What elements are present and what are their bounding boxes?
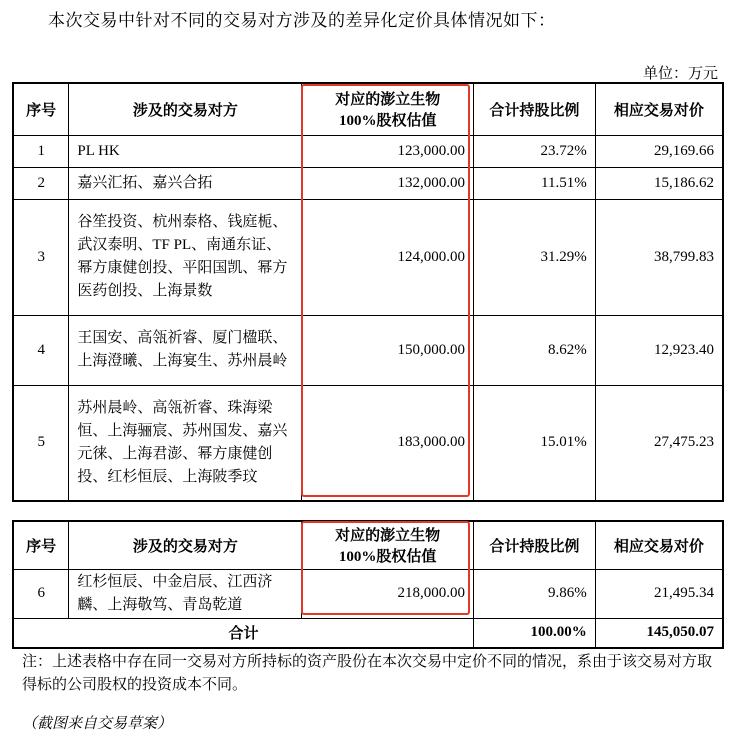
header-valuation-line2: 100%股权估值 — [338, 113, 437, 130]
header-no: 序号 — [13, 521, 69, 569]
header-valuation-line2: 100%股权估值 — [338, 549, 437, 566]
row-ratio: 11.51% — [474, 167, 596, 199]
row-ratio: 31.29% — [474, 199, 596, 315]
row-party: 红杉恒辰、中金启辰、江西济麟、上海敬笃、青岛乾道 — [69, 569, 302, 618]
row-no: 6 — [13, 569, 69, 618]
row-valuation: 183,000.00 — [302, 385, 474, 501]
total-row — [13, 618, 723, 648]
source-caption: （截图来自交易草案） — [22, 716, 173, 732]
row-price: 21,495.34 — [595, 569, 723, 618]
row-price: 27,475.23 — [595, 385, 723, 501]
total-ratio: 100.00% — [473, 618, 595, 648]
header-valuation-line1: 对应的澎立生物 — [335, 528, 441, 545]
row-ratio: 9.86% — [473, 569, 595, 618]
header-valuation-line1: 对应的澎立生物 — [335, 92, 441, 109]
row-price: 12,923.40 — [595, 315, 723, 385]
row-valuation: 218,000.00 — [302, 569, 474, 618]
row-party: 谷笙投资、杭州泰格、钱庭栀、武汉泰明、TF PL、南通东证、幂方康健创投、平阳国凯、幂方医药创投、上海景数 — [69, 199, 302, 315]
footnote: 注：上述表格中存在同一交易对方所持标的资产股份在本次交易中定价不同的情况，系由于该交易对方取得标的公司股权的投资成本不同。 — [22, 654, 713, 693]
header-ratio: 合计持股比例 — [474, 83, 596, 135]
row-valuation: 123,000.00 — [302, 135, 474, 167]
unit-label: 单位：万元 — [642, 66, 718, 82]
valuation-highlight-box-1 — [301, 84, 470, 497]
row-valuation: 124,000.00 — [302, 199, 474, 315]
row-party: 王国安、高瓴祈睿、厦门楹联、上海澄曦、上海宴生、苏州晨岭 — [69, 315, 302, 385]
row-price: 38,799.83 — [595, 199, 723, 315]
row-ratio: 23.72% — [474, 135, 596, 167]
row-no: 3 — [13, 199, 69, 315]
row-price: 15,186.62 — [595, 167, 723, 199]
row-party: 嘉兴汇拓、嘉兴合拓 — [69, 167, 302, 199]
intro-text: 本次交易中针对不同的交易对方涉及的差异化定价具体情况如下： — [48, 11, 556, 30]
row-no: 5 — [13, 385, 69, 501]
row-party: PL HK — [69, 135, 302, 167]
row-ratio: 8.62% — [474, 315, 596, 385]
header-party: 涉及的交易对方 — [69, 521, 302, 569]
row-no: 1 — [13, 135, 69, 167]
row-party: 苏州晨岭、高瓴祈睿、珠海梁恒、上海骊宸、苏州国发、嘉兴元徕、上海君澎、幂方康健创投、红杉恒辰、上海陂季玟 — [69, 385, 302, 501]
row-price: 29,169.66 — [595, 135, 723, 167]
row-ratio: 15.01% — [474, 385, 596, 501]
header-price: 相应交易对价 — [595, 83, 723, 135]
valuation-highlight-box-2 — [301, 521, 470, 615]
header-no: 序号 — [13, 83, 69, 135]
total-label: 合计 — [13, 618, 473, 648]
header-price: 相应交易对价 — [595, 521, 723, 569]
row-no: 4 — [13, 315, 69, 385]
row-no: 2 — [13, 167, 69, 199]
row-valuation: 150,000.00 — [302, 315, 474, 385]
header-party: 涉及的交易对方 — [69, 83, 302, 135]
header-ratio: 合计持股比例 — [473, 521, 595, 569]
total-price: 145,050.07 — [595, 618, 723, 648]
row-valuation: 132,000.00 — [302, 167, 474, 199]
